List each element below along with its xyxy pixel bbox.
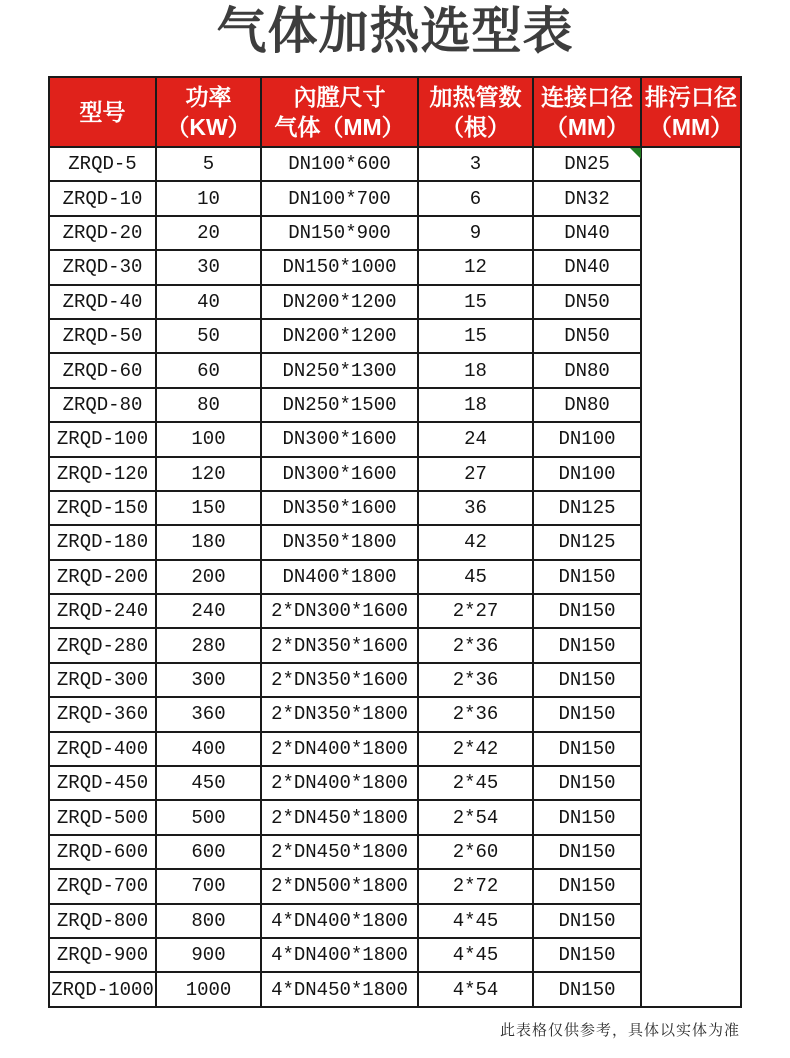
cell-model: ZRQD-20 — [49, 216, 156, 250]
page-title: 气体加热选型表 — [216, 3, 574, 59]
cell-connection: DN150 — [533, 697, 641, 731]
cell-chamber-size: 2*DN450*1800 — [261, 835, 418, 869]
cell-chamber-size: 4*DN450*1800 — [261, 972, 418, 1006]
cell-power: 500 — [156, 800, 261, 834]
table-row — [49, 628, 741, 662]
cell-tube-count: 12 — [418, 250, 533, 284]
cell-model: ZRQD-400 — [49, 732, 156, 766]
cell-chamber-size: 2*DN350*1600 — [261, 628, 418, 662]
cell-chamber-size: 2*DN300*1600 — [261, 594, 418, 628]
table-row — [49, 800, 741, 834]
cell-connection: DN150 — [533, 869, 641, 903]
cell-connection: DN50 — [533, 285, 641, 319]
cell-power: 50 — [156, 319, 261, 353]
cell-connection: DN50 — [533, 319, 641, 353]
cell-chamber-size: DN400*1800 — [261, 560, 418, 594]
table-row — [49, 525, 741, 559]
cell-tube-count: 2*36 — [418, 628, 533, 662]
table-row — [49, 972, 741, 1006]
cell-power: 80 — [156, 388, 261, 422]
cell-model: ZRQD-150 — [49, 491, 156, 525]
cell-model: ZRQD-1000 — [49, 972, 156, 1006]
cell-connection: DN100 — [533, 457, 641, 491]
cell-power: 1000 — [156, 972, 261, 1006]
cell-model: ZRQD-600 — [49, 835, 156, 869]
cell-tube-count: 2*42 — [418, 732, 533, 766]
cell-chamber-size: DN250*1500 — [261, 388, 418, 422]
header-label: 排污口径 — [645, 84, 737, 110]
cell-tube-count: 42 — [418, 525, 533, 559]
table-row — [49, 319, 741, 353]
cell-chamber-size: DN100*700 — [261, 181, 418, 215]
cell-connection: DN125 — [533, 491, 641, 525]
cell-power: 20 — [156, 216, 261, 250]
cell-connection: DN125 — [533, 525, 641, 559]
cell-power: 700 — [156, 869, 261, 903]
cell-power: 800 — [156, 904, 261, 938]
cell-connection: DN32 — [533, 181, 641, 215]
cell-chamber-size: 2*DN500*1800 — [261, 869, 418, 903]
table-row — [49, 766, 741, 800]
cell-connection: DN150 — [533, 938, 641, 972]
cell-power: 40 — [156, 285, 261, 319]
cell-chamber-size: 4*DN400*1800 — [261, 904, 418, 938]
cell-chamber-size: 2*DN400*1800 — [261, 766, 418, 800]
col-header-connection — [533, 77, 641, 147]
cell-connection: DN150 — [533, 835, 641, 869]
cell-connection: DN150 — [533, 766, 641, 800]
header-label: （根） — [441, 114, 510, 140]
cell-power: 360 — [156, 697, 261, 731]
cell-model: ZRQD-450 — [49, 766, 156, 800]
cell-connection: DN40 — [533, 250, 641, 284]
cell-tube-count: 4*54 — [418, 972, 533, 1006]
footer-note: 此表格仅供参考，具体以实体为准 — [499, 1022, 740, 1039]
col-header-chamber-size — [261, 77, 418, 147]
cell-model: ZRQD-30 — [49, 250, 156, 284]
table-row — [49, 491, 741, 525]
cell-tube-count: 24 — [418, 422, 533, 456]
cell-chamber-size: 2*DN350*1800 — [261, 697, 418, 731]
cell-tube-count: 2*45 — [418, 766, 533, 800]
cell-chamber-size: DN350*1600 — [261, 491, 418, 525]
drain-column-cell — [641, 147, 741, 1007]
cell-connection: DN25 — [533, 147, 641, 181]
cell-model: ZRQD-700 — [49, 869, 156, 903]
table-row — [49, 285, 741, 319]
table-row — [49, 697, 741, 731]
cell-connection: DN80 — [533, 388, 641, 422]
cell-chamber-size: DN200*1200 — [261, 319, 418, 353]
cell-tube-count: 36 — [418, 491, 533, 525]
table-row — [49, 835, 741, 869]
table-row — [49, 216, 741, 250]
cell-tube-count: 27 — [418, 457, 533, 491]
table-header-row — [49, 77, 741, 147]
cell-model: ZRQD-200 — [49, 560, 156, 594]
cell-tube-count: 18 — [418, 353, 533, 387]
cell-model: ZRQD-5 — [49, 147, 156, 181]
cell-tube-count: 4*45 — [418, 938, 533, 972]
header-label: （MM） — [544, 114, 630, 140]
cell-chamber-size: DN300*1600 — [261, 457, 418, 491]
cell-tube-count: 3 — [418, 147, 533, 181]
table-row — [49, 938, 741, 972]
cell-power: 100 — [156, 422, 261, 456]
table-row — [49, 904, 741, 938]
cell-chamber-size: 2*DN400*1800 — [261, 732, 418, 766]
cell-chamber-size: DN150*1000 — [261, 250, 418, 284]
cell-power: 120 — [156, 457, 261, 491]
table-row — [49, 869, 741, 903]
cell-tube-count: 9 — [418, 216, 533, 250]
cell-connection: DN150 — [533, 663, 641, 697]
green-corner-marker-icon — [630, 148, 641, 159]
table-row — [49, 181, 741, 215]
cell-power: 240 — [156, 594, 261, 628]
cell-power: 180 — [156, 525, 261, 559]
cell-model: ZRQD-300 — [49, 663, 156, 697]
table-row — [49, 250, 741, 284]
cell-connection: DN150 — [533, 560, 641, 594]
cell-chamber-size: 2*DN450*1800 — [261, 800, 418, 834]
spec-table — [48, 76, 742, 1008]
cell-chamber-size: 2*DN350*1600 — [261, 663, 418, 697]
col-header-power — [156, 77, 261, 147]
cell-tube-count: 15 — [418, 319, 533, 353]
cell-power: 450 — [156, 766, 261, 800]
cell-chamber-size: DN350*1800 — [261, 525, 418, 559]
cell-power: 30 — [156, 250, 261, 284]
cell-tube-count: 2*72 — [418, 869, 533, 903]
header-label: 型号 — [79, 99, 126, 125]
header-label: 连接口径 — [541, 84, 633, 110]
cell-model: ZRQD-120 — [49, 457, 156, 491]
cell-connection: DN40 — [533, 216, 641, 250]
table-row — [49, 560, 741, 594]
table-body — [49, 147, 741, 1007]
table-row — [49, 353, 741, 387]
cell-tube-count: 2*27 — [418, 594, 533, 628]
cell-chamber-size: 4*DN400*1800 — [261, 938, 418, 972]
table-row — [49, 663, 741, 697]
table-row — [49, 147, 741, 181]
table-row — [49, 388, 741, 422]
cell-model: ZRQD-280 — [49, 628, 156, 662]
table-row — [49, 732, 741, 766]
cell-connection: DN100 — [533, 422, 641, 456]
cell-model: ZRQD-40 — [49, 285, 156, 319]
header-label: 內膛尺寸 — [293, 84, 386, 110]
cell-tube-count: 2*60 — [418, 835, 533, 869]
cell-tube-count: 2*54 — [418, 800, 533, 834]
table-row — [49, 594, 741, 628]
cell-connection: DN150 — [533, 904, 641, 938]
cell-model: ZRQD-900 — [49, 938, 156, 972]
cell-model: ZRQD-80 — [49, 388, 156, 422]
cell-tube-count: 2*36 — [418, 697, 533, 731]
cell-tube-count: 6 — [418, 181, 533, 215]
cell-power: 150 — [156, 491, 261, 525]
cell-power: 10 — [156, 181, 261, 215]
cell-model: ZRQD-800 — [49, 904, 156, 938]
cell-model: ZRQD-360 — [49, 697, 156, 731]
header-label: 气体（MM） — [274, 114, 405, 140]
cell-chamber-size: DN150*900 — [261, 216, 418, 250]
cell-power: 60 — [156, 353, 261, 387]
col-header-model — [49, 77, 156, 147]
table-row — [49, 422, 741, 456]
cell-power: 300 — [156, 663, 261, 697]
cell-connection: DN150 — [533, 800, 641, 834]
cell-model: ZRQD-50 — [49, 319, 156, 353]
cell-model: ZRQD-500 — [49, 800, 156, 834]
cell-power: 5 — [156, 147, 261, 181]
col-header-drain — [641, 77, 741, 147]
table-row — [49, 457, 741, 491]
header-label: （MM） — [648, 114, 734, 140]
cell-power: 900 — [156, 938, 261, 972]
header-label: 功率 — [185, 84, 232, 110]
cell-connection: DN80 — [533, 353, 641, 387]
header-label: （KW） — [166, 114, 251, 140]
cell-tube-count: 4*45 — [418, 904, 533, 938]
cell-connection: DN150 — [533, 628, 641, 662]
cell-model: ZRQD-60 — [49, 353, 156, 387]
header-label: 加热管数 — [429, 84, 522, 110]
cell-connection: DN150 — [533, 594, 641, 628]
cell-tube-count: 15 — [418, 285, 533, 319]
cell-chamber-size: DN250*1300 — [261, 353, 418, 387]
cell-power: 600 — [156, 835, 261, 869]
col-header-tube-count — [418, 77, 533, 147]
cell-chamber-size: DN100*600 — [261, 147, 418, 181]
cell-chamber-size: DN300*1600 — [261, 422, 418, 456]
cell-tube-count: 45 — [418, 560, 533, 594]
cell-connection: DN150 — [533, 732, 641, 766]
cell-model: ZRQD-10 — [49, 181, 156, 215]
cell-chamber-size: DN200*1200 — [261, 285, 418, 319]
cell-power: 200 — [156, 560, 261, 594]
cell-power: 400 — [156, 732, 261, 766]
cell-model: ZRQD-240 — [49, 594, 156, 628]
cell-tube-count: 18 — [418, 388, 533, 422]
cell-tube-count: 2*36 — [418, 663, 533, 697]
cell-power: 280 — [156, 628, 261, 662]
cell-connection: DN150 — [533, 972, 641, 1006]
cell-model: ZRQD-100 — [49, 422, 156, 456]
cell-model: ZRQD-180 — [49, 525, 156, 559]
